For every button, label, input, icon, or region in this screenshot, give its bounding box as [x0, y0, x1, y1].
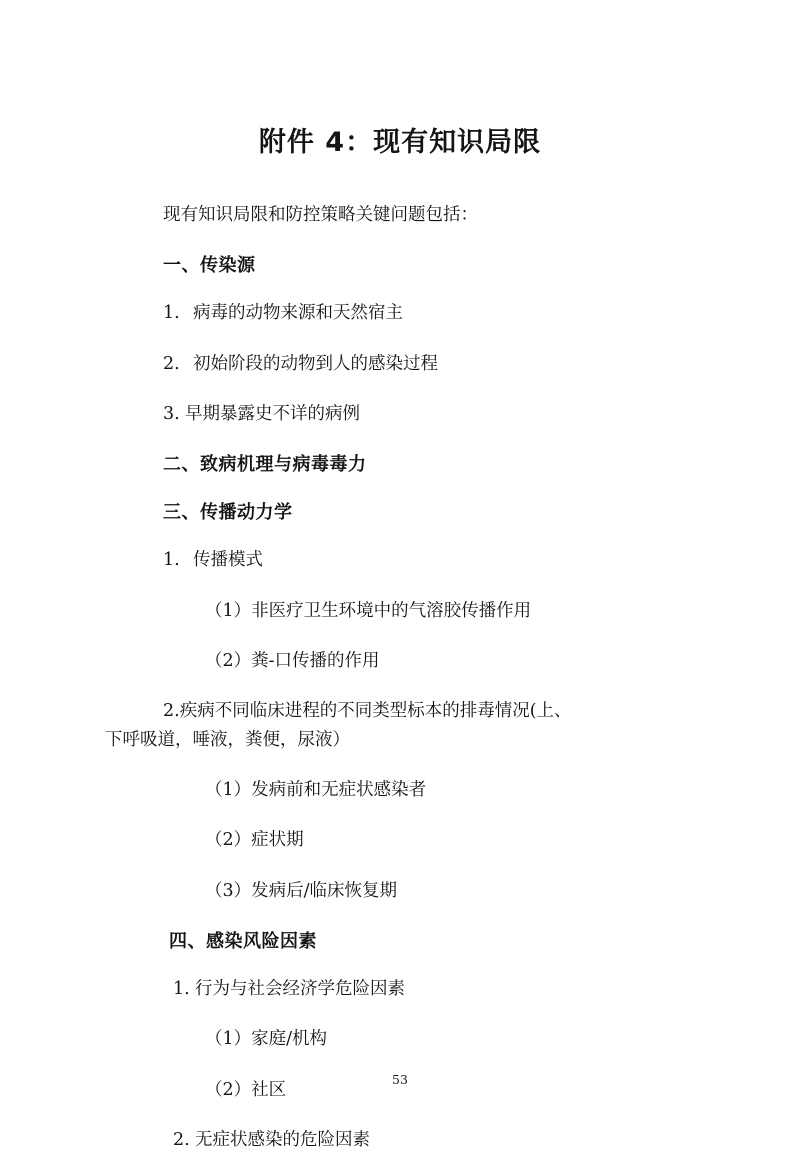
- list-item-text: 早期暴露史不详的病例: [185, 404, 360, 425]
- sub-list-item: [105, 877, 695, 905]
- list-item-number: 3.: [163, 404, 180, 425]
- list-item: [105, 350, 695, 378]
- list-item-text: 行为与社会经济学危险因素: [195, 979, 405, 1000]
- list-item-number: 2.: [173, 1130, 190, 1151]
- section-heading-2: 二、致病机理与病毒毒力: [163, 454, 367, 476]
- list-item-text: 无症状感染的危险因素: [195, 1130, 370, 1151]
- list-item-number: 1.: [163, 550, 180, 571]
- sub-list-item-number: （2）: [205, 1079, 252, 1100]
- sub-list-item: [105, 597, 695, 625]
- sub-list-item-text: 症状期: [251, 830, 304, 851]
- list-item-text-continued: 下呼吸道，唾液，粪便，尿液）: [105, 729, 350, 750]
- list-item: [105, 697, 695, 754]
- list-item-text: 病毒的动物来源和天然宿主: [193, 303, 403, 324]
- sub-list-item: [105, 1025, 695, 1053]
- page-number: 53: [392, 1072, 408, 1087]
- list-item-number: 2.: [163, 353, 180, 374]
- section-heading-4: 四、感染风险因素: [169, 931, 317, 953]
- sub-list-item-text: 粪-口传播的作用: [251, 651, 380, 672]
- sub-list-item: [105, 647, 695, 675]
- section-heading-1: 一、传染源: [163, 255, 256, 277]
- sub-list-item-text: 社区: [251, 1079, 287, 1100]
- sub-list-item-number: （1）: [205, 780, 252, 801]
- list-item-text: 初始阶段的动物到人的感染过程: [193, 353, 438, 374]
- list-item-number: 2.: [163, 701, 180, 722]
- list-item-number: 1.: [163, 303, 180, 324]
- sub-list-item-number: （3）: [205, 880, 252, 901]
- page-title: 附件 4：现有知识局限: [258, 127, 542, 158]
- intro-paragraph: 现有知识局限和防控策略关键问题包括：: [163, 205, 478, 225]
- list-item: [105, 546, 695, 574]
- sub-list-item-text: 发病前和无症状感染者: [251, 780, 427, 801]
- list-item: [105, 400, 695, 428]
- sub-list-item: [105, 776, 695, 804]
- sub-list-item-text: 发病后/临床恢复期: [251, 880, 398, 901]
- sub-list-item-number: （1）: [205, 600, 252, 621]
- sub-list-item-text: 家庭/机构: [251, 1029, 328, 1050]
- list-item: [105, 1126, 695, 1154]
- sub-list-item-number: （2）: [205, 651, 252, 672]
- sub-list-item-text: 非医疗卫生环境中的气溶胶传播作用: [251, 600, 532, 621]
- list-item-text: 疾病不同临床进程的不同类型标本的排毒情况(上、: [179, 701, 572, 722]
- sub-list-item-number: （2）: [205, 830, 252, 851]
- sub-list-item-number: （1）: [205, 1029, 252, 1050]
- list-item-number: 1.: [173, 979, 190, 1000]
- list-item: [105, 299, 695, 327]
- list-item: [105, 975, 695, 1003]
- list-item-text: 传播模式: [193, 550, 263, 571]
- sub-list-item: [105, 826, 695, 854]
- section-heading-3: 三、传播动力学: [163, 502, 293, 524]
